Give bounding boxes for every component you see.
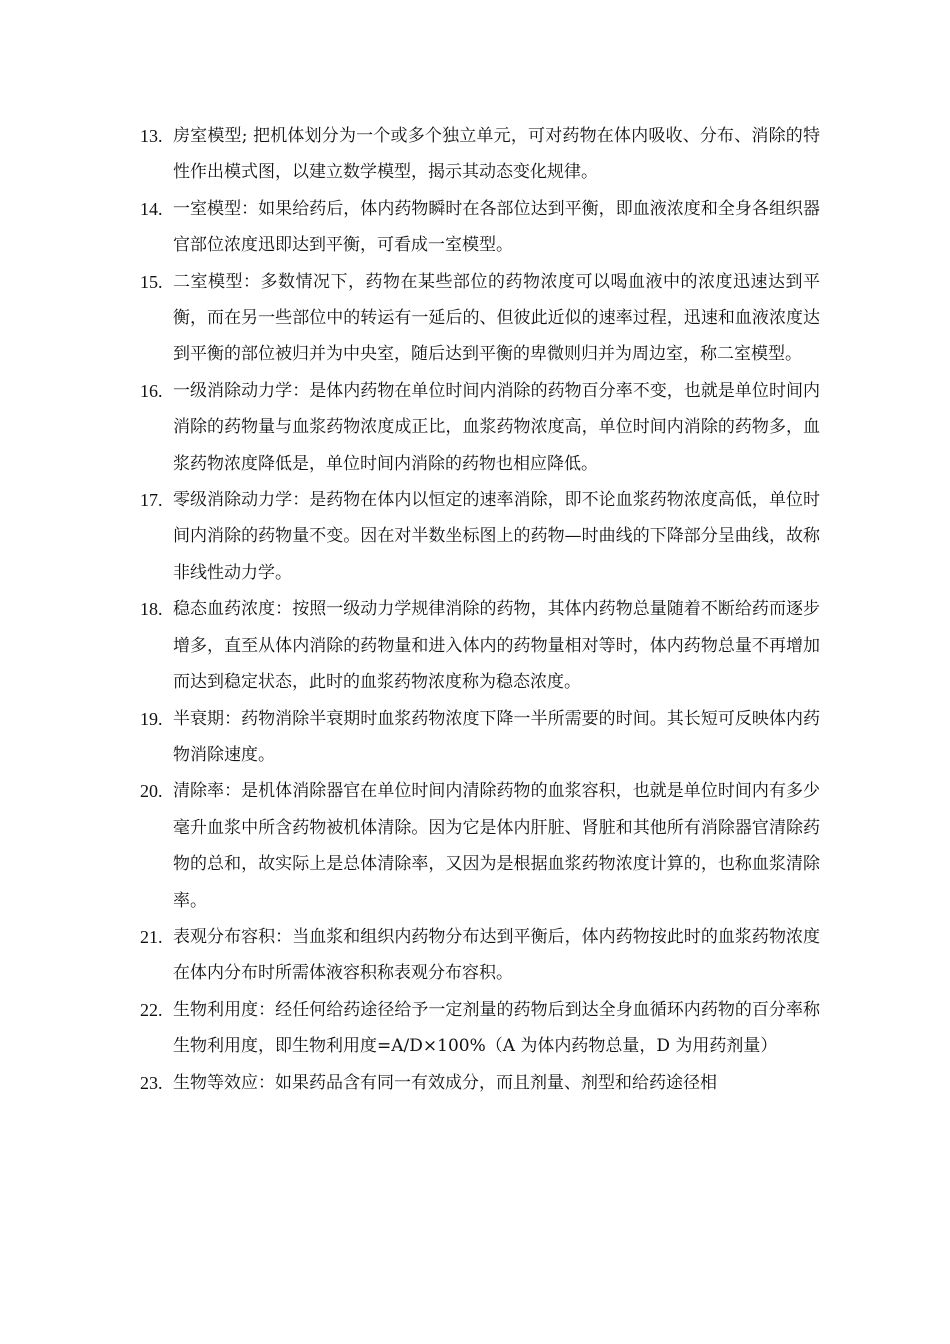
item-text: 零级消除动力学：是药物在体内以恒定的速率消除，即不论血浆药物浓度高低，单位时间内消除的药物量不变。因在对半数坐标图上的药物—时曲线的下降部分呈曲线，故称非线性动力学。: [173, 490, 820, 583]
item-text: 清除率：是机体消除器官在单位时间内清除药物的血浆容积，也就是单位时间内有多少毫升血浆中所含药物被机体清除。因为它是体内肝脏、肾脏和其他所有消除器官清除药物的总和，故实际上是总体清除率，又因为是根据血浆药物浓度计算的，也称血浆清除率。: [173, 781, 820, 911]
item-text: 半衰期：药物消除半衰期时血浆药物浓度下降一半所需要的时间。其长短可反映体内药物消除速度。: [173, 708, 820, 765]
item-number: 14.: [140, 198, 163, 219]
item-number: 18.: [140, 599, 163, 620]
definition-list: [140, 118, 820, 1101]
definition-item-16: [140, 373, 820, 482]
item-number: 21.: [140, 926, 163, 947]
item-text: 房室模型; 把机体划分为一个或多个独立单元，可对药物在体内吸收、分布、消除的特性作出模式图，以建立数学模型，揭示其动态变化规律。: [173, 126, 820, 183]
definition-item-22: [140, 992, 820, 1065]
item-text: 生物等效应：如果药品含有同一有效成分，而且剂量、剂型和给药途径相: [173, 1072, 717, 1093]
definition-item-17: [140, 482, 820, 591]
item-number: 20.: [140, 781, 163, 802]
item-text: 稳态血药浓度：按照一级动力学规律消除的药物，其体内药物总量随着不断给药而逐步增多，直至从体内消除的药物量和进入体内的药物量相对等时，体内药物总量不再增加而达到稳定状态，此时的血浆药物浓度称为稳态浓度。: [173, 599, 820, 693]
definition-item-21: [140, 919, 820, 992]
item-text: 二室模型：多数情况下，药物在某些部位的药物浓度可以喝血液中的浓度迅速达到平衡，而在另一些部位中的转运有一延后的、但彼此近似的速率过程，迅速和血液浓度达到平衡的部位被归并为中央室，随后达到平衡的卑微则归并为周边室，称二室模型。: [173, 271, 820, 365]
item-number: 16.: [140, 380, 163, 401]
item-text: 表观分布容积：当血浆和组织内药物分布达到平衡后，体内药物按此时的血浆药物浓度在体内分布时所需体液容积称表观分布容积。: [173, 926, 820, 984]
definition-item-13: [140, 118, 820, 191]
definition-item-14: [140, 191, 820, 264]
definition-item-15: [140, 264, 820, 373]
definition-item-20: [140, 773, 820, 919]
definition-item-18: [140, 591, 820, 700]
item-number: 19.: [140, 708, 163, 729]
item-number: 17.: [140, 490, 163, 511]
item-text: 一级消除动力学：是体内药物在单位时间内消除的药物百分率不变，也就是单位时间内消除的药物量与血浆药物浓度成正比，血浆药物浓度高，单位时间内消除的药物多，血浆药物浓度降低是，单位时间内消除的药物也相应降低。: [173, 380, 820, 474]
item-text: 生物利用度：经任何给药途径给予一定剂量的药物后到达全身血循环内药物的百分率称生物利用度，即生物利用度=A/D×100%（A 为体内药物总量，D 为用药剂量）: [173, 999, 820, 1057]
item-text: 一室模型：如果给药后，体内药物瞬时在各部位达到平衡，即血液浓度和全身各组织器官部位浓度迅即达到平衡，可看成一室模型。: [173, 198, 820, 256]
item-number: 13.: [140, 126, 163, 146]
definition-item-19: [140, 701, 820, 774]
item-number: 15.: [140, 271, 163, 292]
item-number: 22.: [140, 999, 163, 1020]
definition-item-23: [140, 1065, 820, 1101]
item-number: 23.: [140, 1072, 163, 1093]
